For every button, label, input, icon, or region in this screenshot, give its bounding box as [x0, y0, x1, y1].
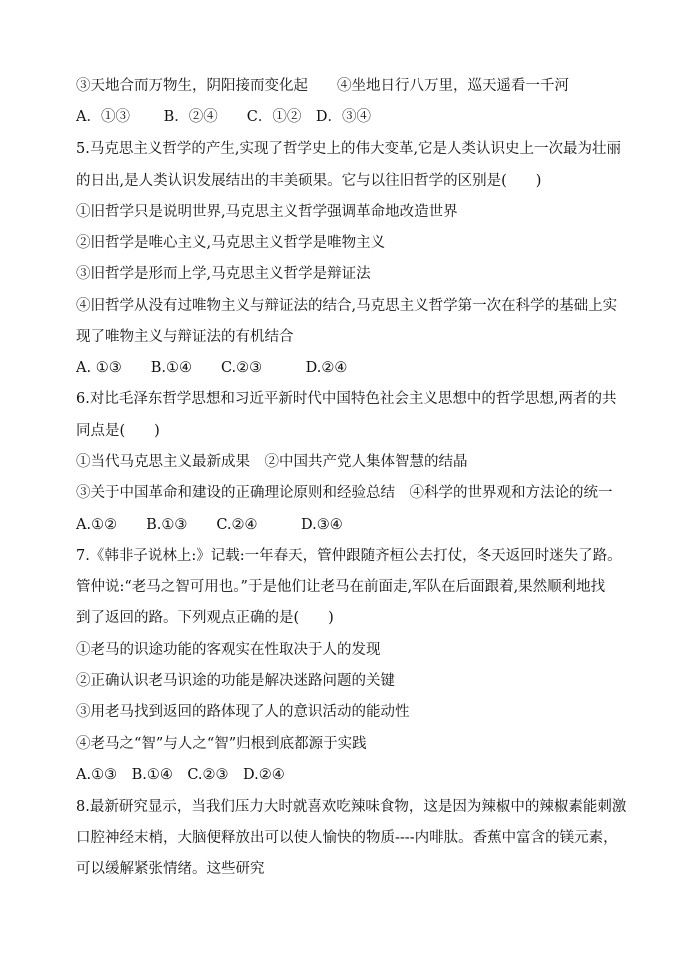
question-5-option: ④旧哲学从没有过唯物主义与辩证法的结合,马克思主义哲学第一次在科学的基础上实 [76, 298, 618, 314]
question-6-option: ①当代马克思主义最新成果 ②中国共产党人集体智慧的结晶 [76, 454, 468, 470]
question-8-stem: 可以缓解紧张情绪。这些研究 [76, 861, 265, 877]
question-7-stem: 7.《韩非子说林上:》记载:一年春天，管仲跟随齐桓公去打仗，冬天返回时迷失了路。 [76, 548, 622, 564]
question-4-option-3-4: ③天地合而万物生，阴阳接而变化起 ④坐地日行八万里，巡天遥看一千河 [76, 78, 569, 94]
question-6-answers: A.①② B.①③ C.②④ D.③④ [76, 517, 343, 533]
question-7-option: ①老马的识途功能的客观实在性取决于人的发现 [76, 642, 381, 658]
question-5-option: ③旧哲学是形而上学,马克思主义哲学是辩证法 [76, 266, 371, 282]
question-7-option: ③用老马找到返回的路体现了人的意识活动的能动性 [76, 704, 410, 720]
question-6-stem: 同点是( ) [76, 423, 160, 439]
question-5-option: ②旧哲学是唯心主义,马克思主义哲学是唯物主义 [76, 235, 386, 251]
question-5-option: 现了唯物主义与辩证法的有机结合 [76, 329, 294, 345]
question-5-stem: 5.马克思主义哲学的产生,实现了哲学史上的伟大变革,它是人类认识史上一次最为壮丽 [76, 141, 622, 157]
question-7-answers: A.①③ B.①④ C.②③ D.②④ [76, 767, 285, 783]
question-4-answers: A．①③ B．②④ C．①② D．③④ [76, 109, 371, 125]
question-5-answers: A. ①③ B.①④ C.②③ D.②④ [76, 360, 348, 376]
question-5-stem: 的日出,是人类认识发展结出的丰美硕果。它与以往旧哲学的区别是( ) [76, 173, 542, 189]
question-7-option: ②正确认识老马识途的功能是解决迷路问题的关键 [76, 673, 395, 689]
question-7-stem: 管仲说:“老马之智可用也。”于是他们让老马在前面走,军队在后面跟着,果然顺利地找 [76, 579, 606, 595]
question-5-option: ①旧哲学只是说明世界,马克思主义哲学强调革命地改造世界 [76, 204, 458, 220]
question-7-stem: 到了返回的路。下列观点正确的是( ) [76, 610, 334, 626]
question-7-option: ④老马之“智”与人之“智”归根到底都源于实践 [76, 736, 367, 752]
question-8-stem: 口腔神经末梢，大脑便释放出可以使人愉快的物质----内啡肽。香蕉中富含的镁元素， [76, 830, 618, 846]
question-6-option: ③关于中国革命和建设的正确理论原则和经验总结 ④科学的世界观和方法论的统一 [76, 485, 613, 501]
question-8-stem: 8.最新研究显示，当我们压力大时就喜欢吃辣味食物，这是因为辣椒中的辣椒素能刺激 [76, 799, 627, 815]
question-6-stem: 6.对比毛泽东哲学思想和习近平新时代中国特色社会主义思想中的哲学思想,两者的共 [76, 391, 617, 407]
